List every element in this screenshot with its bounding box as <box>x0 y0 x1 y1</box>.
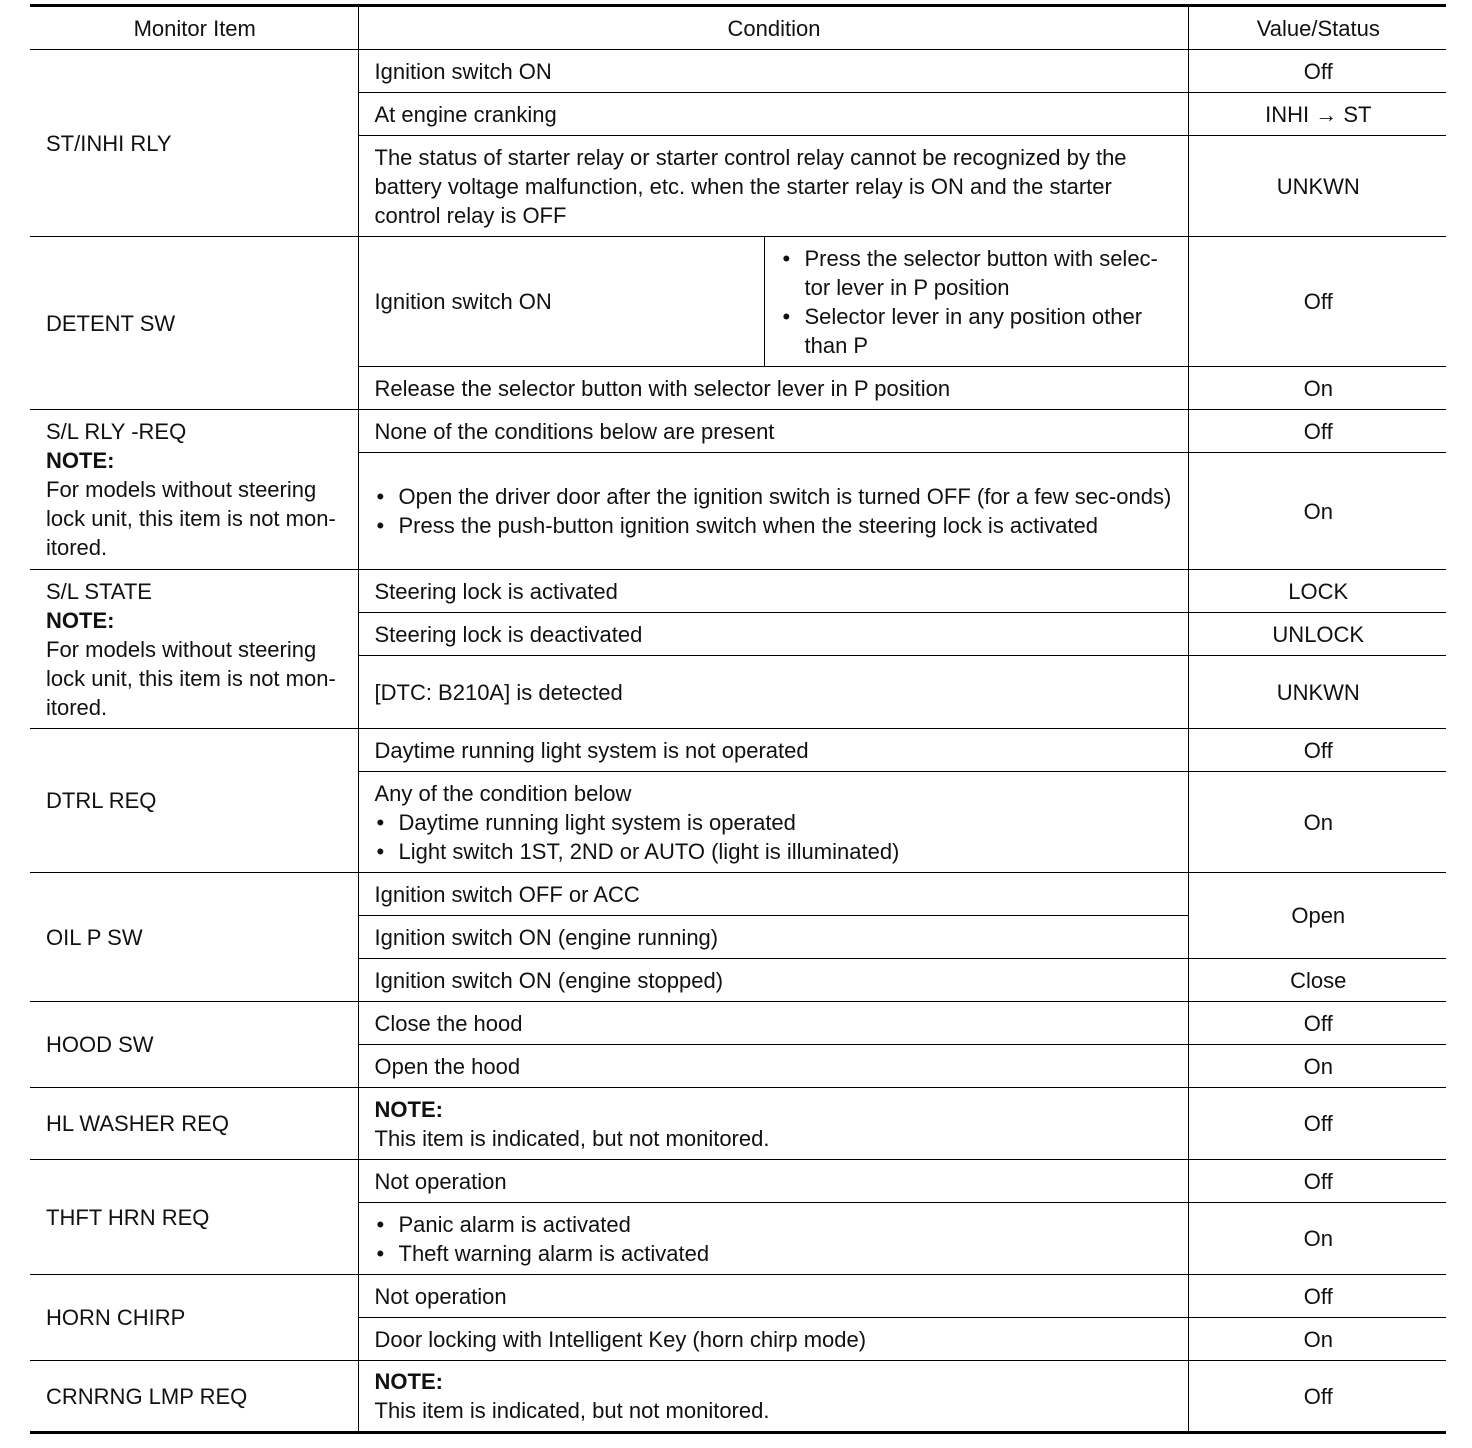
table-row <box>30 1088 1446 1160</box>
list-item: • Selector lever in any position other than P <box>781 302 1174 360</box>
condition-cell: Close the hood <box>358 1002 1188 1045</box>
list-item: • Daytime running light system is operated <box>375 808 1174 837</box>
condition-cell: None of the conditions below are present <box>358 410 1188 453</box>
table-row <box>30 873 1446 916</box>
value-cell: Off <box>1188 237 1446 367</box>
table-row <box>30 50 1446 93</box>
bullet-list <box>781 244 1174 360</box>
monitor-table-wrapper <box>30 4 1446 1434</box>
condition-cell: [DTC: B210A] is detected <box>358 656 1188 729</box>
condition-cell: Door locking with Intelligent Key (horn chirp mode) <box>358 1318 1188 1361</box>
value-cell: On <box>1188 367 1446 410</box>
condition-cell: Ignition switch OFF or ACC <box>358 873 1188 916</box>
condition-cell: Release the selector button with selector lever in P position <box>358 367 1188 410</box>
monitor-item-label: S/L STATE <box>46 578 152 604</box>
monitor-item <box>30 410 358 570</box>
value-cell: Off <box>1188 1361 1446 1433</box>
value-cell: On <box>1188 772 1446 873</box>
bullet-list <box>375 808 1174 866</box>
value-cell: Off <box>1188 1002 1446 1045</box>
condition-cell: The status of starter relay or starter control relay cannot be recognized by the battery voltage malfunction, etc. when the starter relay is ON and the starter control relay is OFF <box>358 136 1188 237</box>
table-row <box>30 1160 1446 1203</box>
monitor-item <box>30 570 358 729</box>
list-item: • Press the selector button with selec-tor lever in P position <box>781 244 1174 302</box>
condition-cell <box>358 1203 1188 1275</box>
monitor-item-label: S/L RLY -REQ <box>46 419 187 444</box>
value-cell: On <box>1188 453 1446 570</box>
value-cell: UNKWN <box>1188 656 1446 729</box>
monitor-item: HL WASHER REQ <box>30 1088 358 1160</box>
table-row <box>30 1275 1446 1318</box>
bullet-list <box>375 482 1174 540</box>
note-text: This item is indicated, but not monitored. <box>374 1398 770 1423</box>
value-cell: Off <box>1188 50 1446 93</box>
condition-intro: Any of the condition below <box>374 780 632 806</box>
monitor-item: HORN CHIRP <box>30 1275 358 1361</box>
condition-cell: Ignition switch ON (engine running) <box>358 916 1188 959</box>
value-cell: LOCK <box>1188 570 1446 613</box>
monitor-item: CRNRNG LMP REQ <box>30 1361 358 1433</box>
value-cell: UNKWN <box>1188 136 1446 237</box>
header-condition: Condition <box>358 6 1188 50</box>
monitor-item: DETENT SW <box>30 237 358 410</box>
list-item: • Theft warning alarm is activated <box>375 1239 1174 1268</box>
monitor-item: HOOD SW <box>30 1002 358 1088</box>
header-row <box>30 6 1446 50</box>
header-value-status: Value/Status <box>1188 6 1446 50</box>
condition-cell: Not operation <box>358 1275 1188 1318</box>
condition-cell <box>358 453 1188 570</box>
value-cell: Off <box>1188 729 1446 772</box>
condition-cell <box>358 1088 1188 1160</box>
condition-cell: Daytime running light system is not operated <box>358 729 1188 772</box>
value-cell: Off <box>1188 1160 1446 1203</box>
bullet-list <box>375 1210 1174 1268</box>
value-cell: Open <box>1188 873 1446 959</box>
note-text: For models without steering lock unit, this item is not mon-itored. <box>46 636 336 720</box>
note-text: For models without steering lock unit, this item is not mon-itored. <box>46 477 336 560</box>
value-cell: Off <box>1188 1088 1446 1160</box>
table-row <box>30 1361 1446 1433</box>
list-item: • Press the push-button ignition switch when the steering lock is activated <box>375 511 1174 540</box>
monitor-table <box>30 4 1446 1434</box>
condition-cell: Open the hood <box>358 1045 1188 1088</box>
list-item: • Open the driver door after the ignition switch is turned OFF (for a few sec-onds) <box>375 482 1174 511</box>
monitor-item: DTRL REQ <box>30 729 358 873</box>
monitor-item: ST/INHI RLY <box>30 50 358 237</box>
note-label: NOTE: <box>46 607 115 633</box>
table-row <box>30 729 1446 772</box>
list-item: • Panic alarm is activated <box>375 1210 1174 1239</box>
value-cell: Off <box>1188 410 1446 453</box>
note-text: This item is indicated, but not monitored. <box>374 1125 770 1151</box>
condition-cell: Ignition switch ON <box>358 237 764 367</box>
value-cell: On <box>1188 1203 1446 1275</box>
value-cell: On <box>1188 1318 1446 1361</box>
condition-cell <box>358 772 1188 873</box>
condition-cell: Steering lock is deactivated <box>358 613 1188 656</box>
condition-cell: Ignition switch ON (engine stopped) <box>358 959 1188 1002</box>
table-row <box>30 1002 1446 1045</box>
condition-cell: Ignition switch ON <box>358 50 1188 93</box>
header-monitor-item: Monitor Item <box>30 6 358 50</box>
condition-detail-cell <box>764 237 1188 367</box>
value-cell: Close <box>1188 959 1446 1002</box>
note-label: NOTE: <box>46 448 115 473</box>
condition-cell: At engine cranking <box>358 93 1188 136</box>
monitor-item: OIL P SW <box>30 873 358 1002</box>
value-cell: INHI → ST <box>1188 93 1446 136</box>
condition-cell <box>358 1361 1188 1433</box>
table-row <box>30 410 1446 453</box>
note-label: NOTE: <box>374 1096 443 1122</box>
condition-cell: Not operation <box>358 1160 1188 1203</box>
monitor-item: THFT HRN REQ <box>30 1160 358 1275</box>
value-cell: On <box>1188 1045 1446 1088</box>
value-cell: Off <box>1188 1275 1446 1318</box>
table-row <box>30 237 1446 367</box>
value-cell: UNLOCK <box>1188 613 1446 656</box>
list-item: • Light switch 1ST, 2ND or AUTO (light is illuminated) <box>375 837 1174 866</box>
table-row <box>30 570 1446 613</box>
note-label: NOTE: <box>374 1369 443 1394</box>
condition-cell: Steering lock is activated <box>358 570 1188 613</box>
